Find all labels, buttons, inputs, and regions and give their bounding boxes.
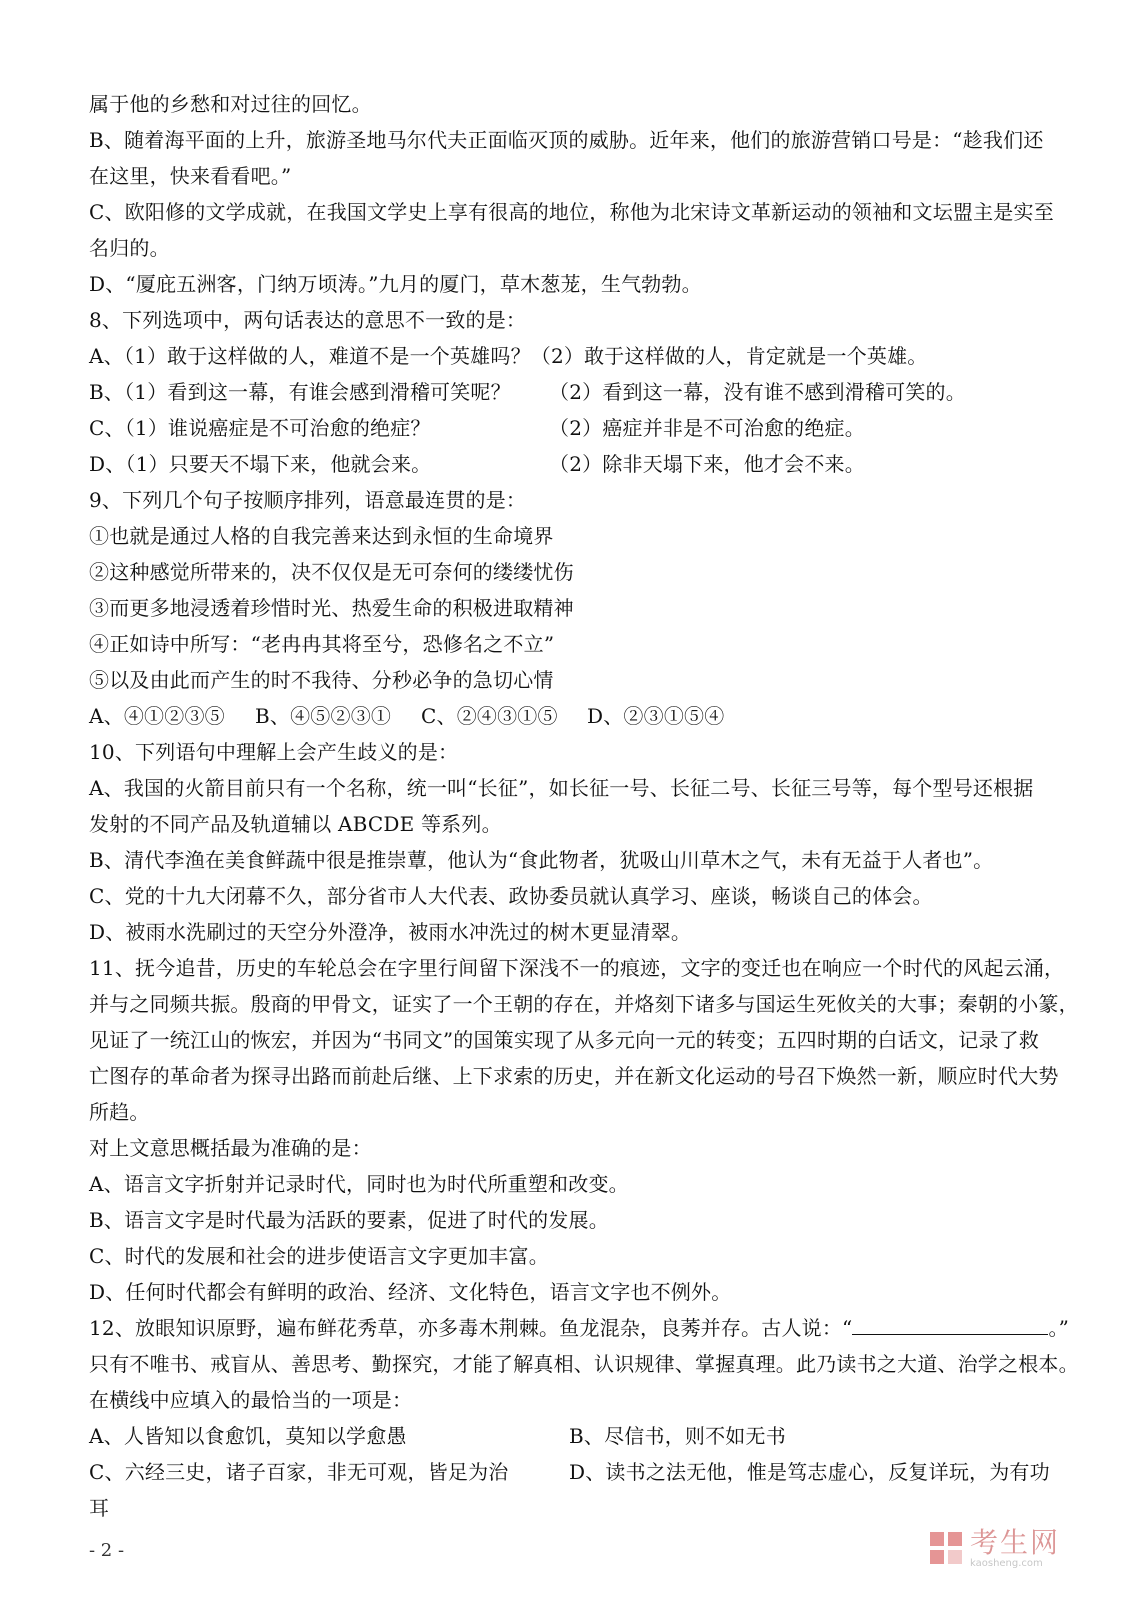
question-10-stem: 10、下列语句中理解上会产生歧义的是： <box>89 740 459 764</box>
logo-text: 考生网 <box>970 1526 1061 1559</box>
q9-options <box>89 698 1049 734</box>
question-9-stem: 9、下列几个句子按顺序排列，语意最连贯的是： <box>89 488 527 512</box>
q9-option-d: D、②③①⑤④ <box>587 704 725 728</box>
q11-passage: 亡图存的革命者为探寻出路而前赴后继、上下求索的历史，并在新文化运动的号召下焕然一新，顺应时代大势 <box>89 1064 1059 1088</box>
q9-option-a: A、④①②③⑤ <box>89 704 225 728</box>
q11-option-b: B、语言文字是时代最为活跃的要素，促进了时代的发展。 <box>89 1208 609 1232</box>
q12-option-c: C、六经三史，诸子百家，非无可观，皆足为治 <box>89 1460 509 1484</box>
fill-in-blank <box>852 1312 1048 1335</box>
text-line: 属于他的乡愁和对过往的回忆。 <box>89 92 372 116</box>
q9-option-b: B、④⑤②③① <box>255 704 392 728</box>
q12-options-ab <box>89 1418 1049 1454</box>
q10-option-c: C、党的十九大闭幕不久，部分省市人大代表、政协委员就认真学习、座谈，畅谈自己的体会。 <box>89 884 933 908</box>
q11-stem: 对上文意思概括最为准确的是： <box>89 1136 372 1160</box>
option-b-line: B、随着海平面的上升，旅游圣地马尔代夫正面临灭顶的威胁。近年来，他们的旅游营销口号是：“趁我们还 <box>89 128 1044 152</box>
option-b-line: 在这里，快来看看吧。” <box>89 164 292 188</box>
option-c-line: C、欧阳修的文学成就，在我国文学史上享有很高的地位，称他为北宋诗文革新运动的领袖和文坛盟主是实至 <box>89 200 1054 224</box>
q8-b-part1: B、（1）看到这一幕，有谁会感到滑稽可笑呢？ <box>89 380 511 404</box>
q9-sentence-5: ⑤以及由此而产生的时不我待、分秒必争的急切心情 <box>89 668 554 692</box>
logo-icon <box>930 1532 964 1566</box>
q12-option-a: A、人皆知以食愈饥，莫知以学愈愚 <box>89 1424 407 1448</box>
q12-option-d: D、读书之法无他，惟是笃志虚心，反复详玩，为有功 <box>569 1460 1050 1484</box>
q11-passage: 11、抚今追昔，历史的车轮总会在字里行间留下深浅不一的痕迹，文字的变迁也在响应一个时代的风起云涌， <box>89 956 1065 980</box>
q12-passage-quote-end: 。” <box>1048 1316 1070 1340</box>
watermark-logo <box>930 1528 1060 1570</box>
q8-c-part2: （2）癌症并非是不可治愈的绝症。 <box>549 416 865 440</box>
exam-page <box>89 86 1079 1526</box>
q8-a-part1: A、（1）敢于这样做的人，难道不是一个英雄吗？ <box>89 344 531 368</box>
q8-d-part2: （2）除非天塌下来，他才会不来。 <box>549 452 865 476</box>
q10-option-d: D、被雨水洗刷过的天空分外澄净，被雨水冲洗过的树木更显清翠。 <box>89 920 692 944</box>
q8-a-part2: （2）敢于这样做的人，肯定就是一个英雄。 <box>530 344 928 368</box>
q9-option-c: C、②④③①⑤ <box>421 704 558 728</box>
q12-options-cd <box>89 1454 1049 1490</box>
q10-option-a-cont: 发射的不同产品及轨道辅以 ABCDE 等系列。 <box>89 812 502 836</box>
q9-sentence-1: ①也就是通过人格的自我完善来达到永恒的生命境界 <box>89 524 554 548</box>
q9-sentence-3: ③而更多地浸透着珍惜时光、热爱生命的积极进取精神 <box>89 596 574 620</box>
q8-option-d <box>89 446 1049 482</box>
q8-b-part2: （2）看到这一幕，没有谁不感到滑稽可笑的。 <box>549 380 966 404</box>
q8-c-part1: C、（1）谁说癌症是不可治愈的绝症？ <box>89 416 431 440</box>
q12-option-c-tail: 耳 <box>89 1496 110 1520</box>
q8-d-part1: D、（1）只要天不塌下来，他就会来。 <box>89 452 432 476</box>
q12-passage <box>89 1310 1070 1346</box>
q10-option-a: A、我国的火箭目前只有一个名称，统一叫“长征”，如长征一号、长征二号、长征三号等，每个型号还根据 <box>89 776 1034 800</box>
q9-sentence-4: ④正如诗中所写：“老冉冉其将至兮，恐修名之不立” <box>89 632 555 656</box>
q11-passage: 并与之同频共振。殷商的甲骨文，证实了一个王朝的存在，并烙刻下诸多与国运生死攸关的大事；秦朝的小篆， <box>89 992 1079 1016</box>
q9-sentence-2: ②这种感觉所带来的，决不仅仅是无可奈何的缕缕忧伤 <box>89 560 574 584</box>
q11-option-d: D、任何时代都会有鲜明的政治、经济、文化特色，语言文字也不例外。 <box>89 1280 732 1304</box>
q10-option-b: B、清代李渔在美食鲜蔬中很是推崇蕈，他认为“食此物者，犹吸山川草木之气，未有无益于人者也”。 <box>89 848 994 872</box>
q11-option-c: C、时代的发展和社会的进步使语言文字更加丰富。 <box>89 1244 549 1268</box>
question-8-stem: 8、下列选项中，两句话表达的意思不一致的是： <box>89 308 527 332</box>
q11-passage: 见证了一统江山的恢宏，并因为“书同文”的国策实现了从多元向一元的转变；五四时期的白话文，记录了救 <box>89 1028 1040 1052</box>
q11-passage: 所趋。 <box>89 1100 150 1124</box>
q12-stem: 在横线中应填入的最恰当的一项是： <box>89 1388 413 1412</box>
q12-option-b: B、尽信书，则不如无书 <box>569 1424 786 1448</box>
page-number: - 2 - <box>89 1540 125 1561</box>
q12-passage-start: 12、放眼知识原野，遍布鲜花秀草，亦多毒木荆棘。鱼龙混杂，良莠并存。古人说：“ <box>89 1316 853 1340</box>
q12-passage: 只有不唯书、戒盲从、善思考、勤探究，才能了解真相、认识规律、掌握真理。此乃读书之大道、治学之根本。 <box>89 1352 1079 1376</box>
q8-option-a <box>89 338 1049 374</box>
option-c-line: 名归的。 <box>89 236 170 260</box>
logo-url: kaosheng.com <box>970 1558 1043 1569</box>
q8-option-b <box>89 374 1049 410</box>
option-d-line: D、“厦庇五洲客，门纳万顷涛。”九月的厦门，草木葱茏，生气勃勃。 <box>89 272 702 296</box>
q11-option-a: A、语言文字折射并记录时代，同时也为时代所重塑和改变。 <box>89 1172 629 1196</box>
q8-option-c <box>89 410 1049 446</box>
